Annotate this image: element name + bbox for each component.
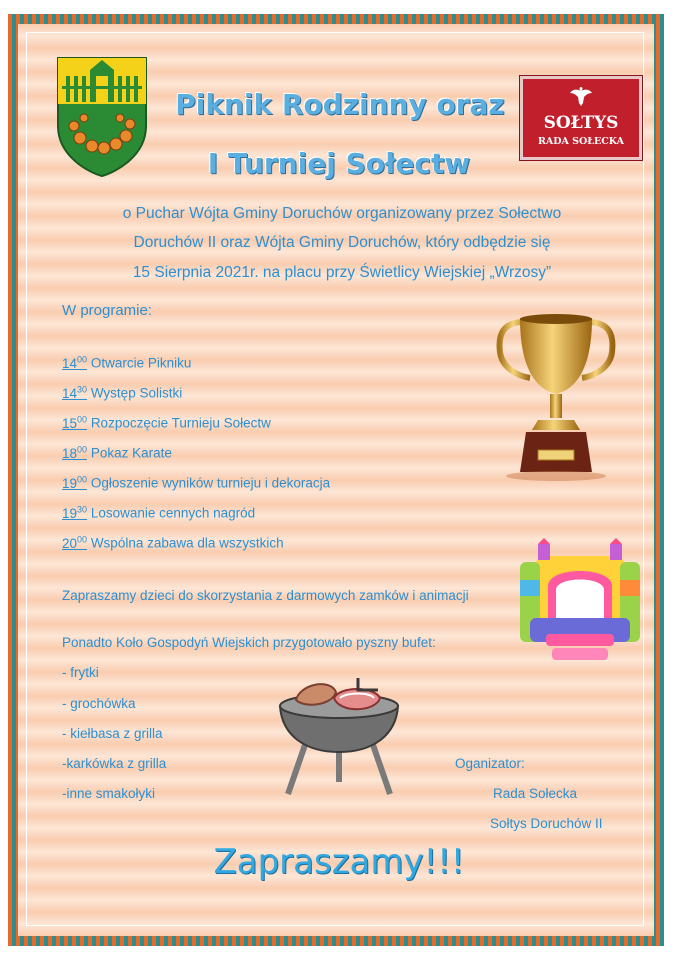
sign-subtitle: RADA SOŁECKA: [537, 136, 625, 147]
bounce-castle-icon: [516, 538, 644, 662]
program-item: $14^{00}$ Otwarcie Pikniku: [62, 354, 192, 371]
trophy-icon: [496, 312, 616, 484]
grill-icon: [276, 672, 402, 798]
intro-line-2: Doruchów II oraz Wójta Gminy Doruchów, który odbędzie się: [133, 234, 551, 251]
organizer-name-2: Sołtys Doruchów II: [490, 816, 603, 831]
kids-invitation-text: Zapraszamy dzieci do skorzystania z darmowych zamków i animacji: [62, 588, 469, 603]
program-item: $19^{00}$ Ogłoszenie wyników turnieju i dekoracja: [62, 474, 331, 491]
buffet-item: -inne smakołyki: [62, 786, 156, 801]
intro-line-3: 15 Sierpnia 2021r. na placu przy Świetlicy Wiejskiej „Wrzosy”: [132, 264, 552, 281]
title-line-2: I Turniej Sołectw: [207, 147, 471, 180]
buffet-item: - kiełbasa z grilla: [62, 726, 163, 741]
program-item: $15^{00}$ Rozpoczęcie Turnieju Sołectw: [62, 414, 271, 431]
buffet-item: -karkówka z grilla: [62, 756, 167, 771]
closing-invitation: Zapraszamy!!!: [213, 842, 465, 882]
program-item: $14^{30}$ Występ Solistki: [62, 384, 183, 401]
program-item: $19^{30}$ Losowanie cennych nagród: [62, 504, 256, 521]
organizer-label: Oganizator:: [455, 756, 525, 771]
buffet-item: - frytki: [62, 665, 99, 680]
program-heading: W programie:: [62, 302, 153, 319]
sign-title: SOŁTYS: [543, 113, 619, 133]
program-item: $20^{00}$ Wspólna zabawa dla wszystkich: [62, 534, 284, 551]
buffet-item: - grochówka: [62, 696, 136, 711]
organizer-name-1: Rada Sołecka: [493, 786, 578, 801]
program-item: $18^{00}$ Pokaz Karate: [62, 444, 172, 461]
buffet-heading: Ponadto Koło Gospodyń Wiejskich przygotowało pyszny bufet:: [62, 635, 436, 650]
title-line-1: Piknik Rodzinny oraz: [175, 88, 505, 121]
intro-line-1: o Puchar Wójta Gminy Doruchów organizowany przez Sołectwo: [122, 205, 562, 222]
